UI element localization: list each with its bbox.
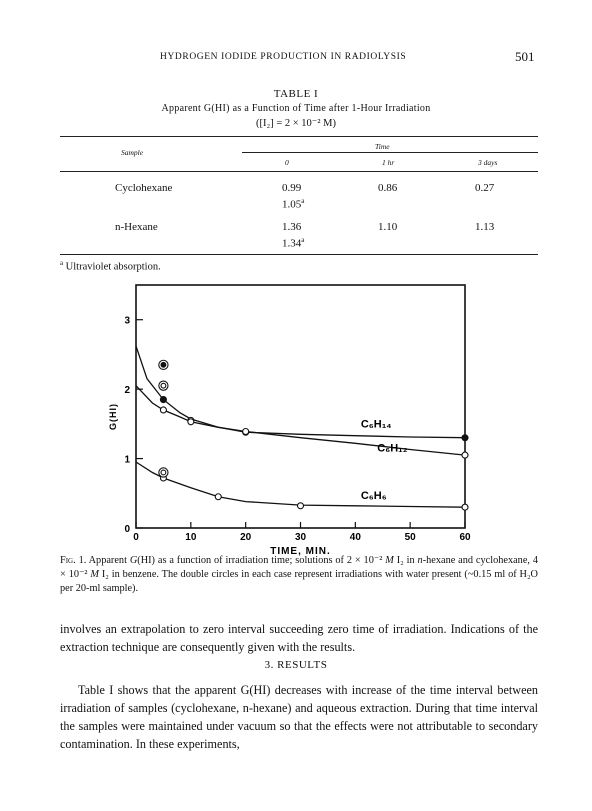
table-cell-value: 0.86 [378, 182, 398, 194]
data-point [160, 397, 166, 403]
section-heading: 3. RESULTS [264, 659, 328, 671]
x-tick-label: 20 [240, 532, 252, 543]
figure-caption: Fig. 1. Apparent G(HI) as a function of irradiation time; solutions of 2 × 10⁻² M I₂ in n-hexane and cyclohexane, 4 × 10⁻² M I₂ in benzene. The double circles in each case represent irradiations with water present (~0.15 ml of H₂O per 20-ml sample). [60, 555, 538, 594]
table-cell-value: 0.99 [282, 182, 302, 194]
table-condition: ([I₂] = 2 × 10⁻² M) [256, 118, 336, 129]
series-label: C₆H₆ [360, 489, 387, 502]
y-tick-label: 1 [124, 454, 130, 466]
data-point [243, 428, 249, 434]
col-header-time-0: 0 [285, 158, 289, 167]
data-point [462, 452, 468, 458]
plot-frame [136, 285, 465, 528]
col-header-time-1hr: 1 hr [382, 158, 395, 167]
double-circle-inner [161, 470, 166, 475]
series-line [136, 346, 465, 438]
table-cell-sample: Cyclohexane [115, 182, 173, 194]
x-tick-label: 50 [404, 532, 416, 543]
x-axis-label: TIME, MIN. [270, 546, 331, 557]
y-tick-label: 2 [124, 385, 130, 397]
body-paragraph: involves an extrapolation to zero interval succeeding zero time of irradiation. Indications of the extraction technique are consequently given with the results. [60, 622, 538, 654]
x-tick-label: 30 [294, 532, 307, 543]
running-title: HYDROGEN IODIDE PRODUCTION IN RADIOLYSIS [160, 52, 407, 62]
x-tick-label: 0 [133, 532, 139, 543]
data-point [462, 504, 468, 510]
double-circle-inner [161, 362, 166, 367]
data-point [215, 494, 221, 500]
series-line [136, 462, 465, 507]
table-label: TABLE I [273, 88, 319, 100]
table-cell-value: 1.13 [475, 221, 495, 233]
x-tick-label: 40 [349, 532, 361, 543]
table-cell-sample: n-Hexane [115, 221, 158, 233]
series-label: C₆H₁₂ [377, 442, 408, 455]
table-cell-value: 1.34$^a$ [282, 236, 305, 250]
table-cell-value: 1.05$^a$ [282, 197, 305, 211]
data-point [298, 503, 304, 509]
x-tick-label: 10 [185, 532, 197, 543]
table-cell-value: 1.36 [282, 221, 302, 233]
body-paragraph: Table I shows that the apparent G(HI) decreases with increase of the time interval between irradiation of samples (cyclohexane, n-hexane) and aqueous extraction. During that time interval the samples were maintained under vacuum so that the effects were not attributable to secondary contamination. In these experiments, [60, 683, 538, 751]
data-point [462, 435, 468, 441]
table-caption: Apparent G(HI) as a Function of Time after 1-Hour Irradiation [161, 103, 431, 114]
series-label: C₆H₁₄ [360, 418, 392, 431]
col-header-time-3days: 3 days [478, 158, 498, 167]
page-number: 501 [515, 49, 535, 64]
table-cell-value: 1.10 [378, 221, 398, 233]
x-tick-label: 60 [459, 532, 471, 543]
series-line [136, 386, 465, 455]
col-header-sample: Sample [121, 148, 144, 157]
y-tick-label: 3 [124, 315, 130, 327]
col-header-time: Time [375, 142, 390, 151]
double-circle-inner [161, 383, 166, 388]
data-point [160, 407, 166, 413]
data-point [188, 419, 194, 425]
table-cell-value: 0.27 [475, 182, 495, 194]
table-footnote: $^a$ Ultraviolet absorption. [60, 260, 161, 273]
y-axis-label: G(HI) [108, 403, 118, 430]
y-tick-label: 0 [124, 524, 130, 535]
